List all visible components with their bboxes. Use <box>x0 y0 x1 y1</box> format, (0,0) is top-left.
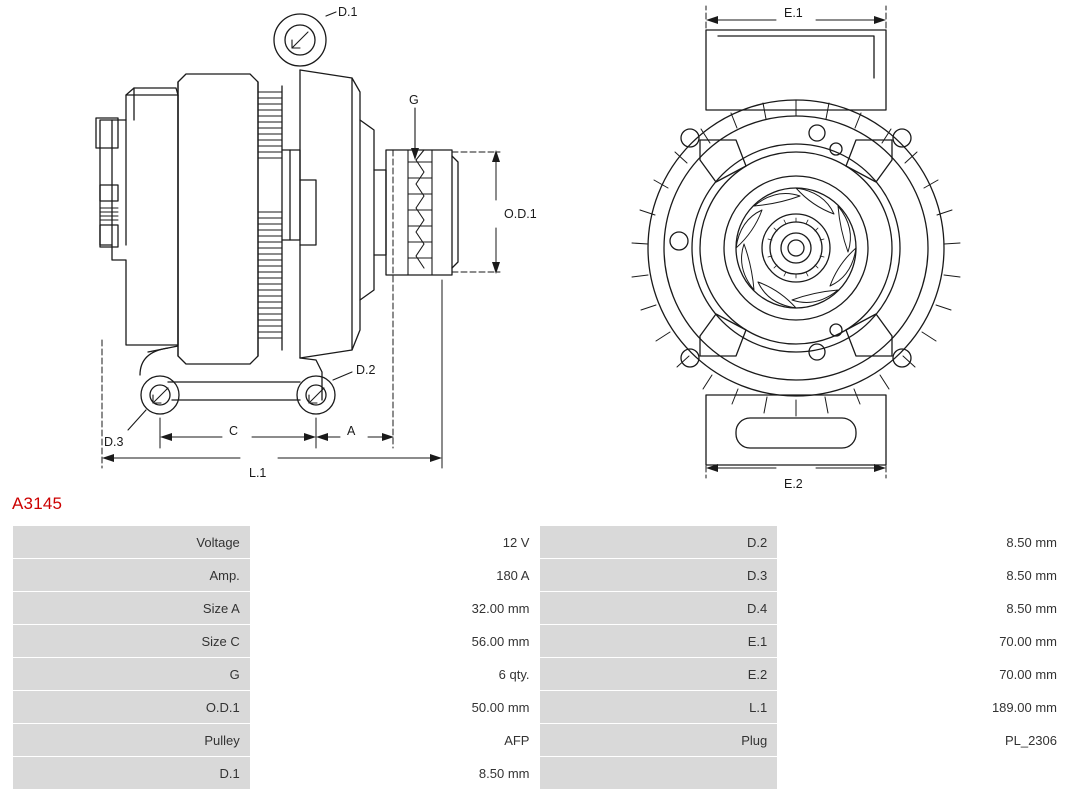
label-g: G <box>409 93 419 107</box>
spec-value: 6 qty. <box>250 658 540 691</box>
spec-value: 8.50 mm <box>778 592 1068 625</box>
spec-label: D.1 <box>13 757 251 790</box>
spec-value: 8.50 mm <box>250 757 540 790</box>
table-row <box>13 757 1068 790</box>
label-c: C <box>229 424 239 438</box>
spec-value: 56.00 mm <box>250 625 540 658</box>
label-od1: O.D.1 <box>504 207 537 221</box>
table-row <box>13 559 1068 592</box>
front-view-body <box>632 30 960 465</box>
spec-value: 70.00 mm <box>778 658 1068 691</box>
spec-value: 189.00 mm <box>778 691 1068 724</box>
spec-label: Voltage <box>13 526 251 559</box>
spec-label: E.1 <box>540 625 778 658</box>
spec-label: G <box>13 658 251 691</box>
spec-value: PL_2306 <box>778 724 1068 757</box>
spec-value: 180 A <box>250 559 540 592</box>
spec-label: Amp. <box>13 559 251 592</box>
spec-label: Size A <box>13 592 251 625</box>
table-row <box>13 658 1068 691</box>
spec-label: D.4 <box>540 592 778 625</box>
part-number: A3145 <box>12 494 63 513</box>
spec-label: E.2 <box>540 658 778 691</box>
table-row <box>13 592 1068 625</box>
spec-value: 50.00 mm <box>250 691 540 724</box>
spec-label: D.2 <box>540 526 778 559</box>
table-row <box>13 625 1068 658</box>
spec-label: O.D.1 <box>13 691 251 724</box>
spec-value: 70.00 mm <box>778 625 1068 658</box>
label-d2: D.2 <box>356 363 376 377</box>
label-d1: D.1 <box>338 5 358 19</box>
side-view-body <box>96 14 458 414</box>
spec-value: AFP <box>250 724 540 757</box>
table-row <box>13 526 1068 559</box>
label-d3: D.3 <box>104 435 124 449</box>
spec-value: 8.50 mm <box>778 526 1068 559</box>
spec-label-empty <box>540 757 778 790</box>
spec-value-empty <box>778 757 1068 790</box>
spec-value: 12 V <box>250 526 540 559</box>
spec-label: Size C <box>13 625 251 658</box>
spec-value: 32.00 mm <box>250 592 540 625</box>
table-row <box>13 691 1068 724</box>
table-row <box>13 724 1068 757</box>
specifications-table <box>12 525 1068 790</box>
label-e2: E.2 <box>784 477 803 491</box>
spec-label: L.1 <box>540 691 778 724</box>
spec-label: Pulley <box>13 724 251 757</box>
label-e1: E.1 <box>784 6 803 20</box>
label-l1: L.1 <box>249 466 267 480</box>
spec-label: Plug <box>540 724 778 757</box>
spec-value: 8.50 mm <box>778 559 1068 592</box>
spec-label: D.3 <box>540 559 778 592</box>
label-a: A <box>347 424 356 438</box>
